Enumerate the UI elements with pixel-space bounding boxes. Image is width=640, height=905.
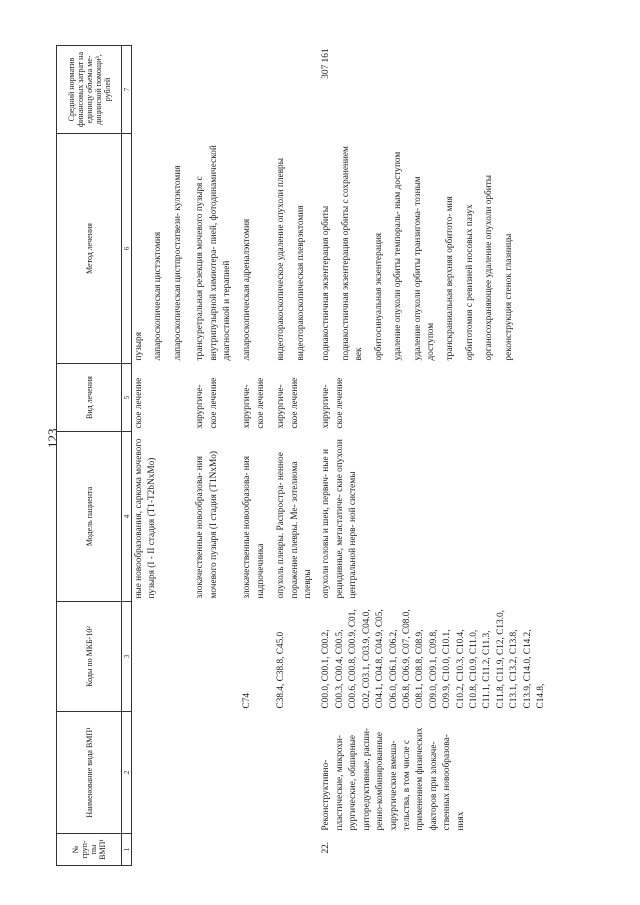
table-row bbox=[235, 46, 269, 866]
treatment-type-cell: хирургиче- ское лечение bbox=[242, 377, 266, 429]
column-number: 7 bbox=[122, 46, 132, 134]
patient-model-cell: злокачественные новообразова- ния надпочечника bbox=[242, 456, 266, 599]
column-number: 1 bbox=[122, 834, 132, 866]
patient-model-cell: ные новообразования, саркома мочевого пузыря (I - II стадия (T1-T2bNxMo) bbox=[134, 438, 158, 599]
icd-codes-cell bbox=[132, 602, 187, 712]
table-row bbox=[316, 46, 549, 866]
column-number: 4 bbox=[122, 432, 132, 602]
method-item: видеоторакоскопическая плеврэктомия bbox=[295, 205, 306, 361]
method-item: реконструкция стенок глазницы bbox=[503, 233, 514, 361]
patient-model-cell: злокачественные новообразова- ния мочевого пузыря (I стадия (T1NxMo) bbox=[195, 451, 219, 599]
treatment-method-cell bbox=[132, 134, 187, 364]
method-item: удаление опухоли орбиты темпораль- ным доступом bbox=[393, 151, 404, 361]
treatment-method-cell bbox=[316, 134, 549, 364]
method-item: поднакостничная экзентерация орбиты с сохранением век bbox=[340, 146, 365, 361]
vmp-name-cell: Реконструктивно- пластические, микрохи- рургические, обширные циторедуктивные, расши- ренно-комбинированные хирургические вмеша- тельства, в том числе с применением физических факторов при злокаче- ственных новообразова- ниях bbox=[321, 727, 466, 831]
treatment-method-cell bbox=[186, 134, 235, 364]
icd-codes-cell: C74 bbox=[242, 693, 253, 709]
table-row bbox=[186, 46, 235, 866]
method-item: орбитотомия с ревизией носовых пазух bbox=[464, 204, 475, 361]
treatment-type-cell: ское лечение bbox=[134, 377, 144, 429]
patient-model-cell: опухоли головы и шеи, первич- ные и рецидивные, метастатиче- ские опухоли центральной нерв- ной системы bbox=[321, 439, 359, 599]
method-item: лапароскопическая цистэктомия bbox=[153, 231, 164, 361]
table-row bbox=[269, 46, 316, 866]
icd-codes-cell: C38.4, C38.8, C45.0 bbox=[276, 631, 287, 709]
treatment-type-cell: хирургиче- ское лечение bbox=[276, 377, 300, 429]
patient-model-cell: опухоль плевры. Распростра- ненное поражение плевры. Ме- зотелиома плевры bbox=[276, 452, 314, 599]
column-number: 5 bbox=[122, 364, 132, 432]
header-patient-model: Модель пациента bbox=[57, 432, 122, 602]
column-number-row bbox=[122, 46, 132, 866]
method-item: органосохраняющее удаление опухоли орбиты bbox=[484, 174, 495, 361]
header-vmp-name: Наименование вида ВМП¹ bbox=[57, 712, 122, 834]
icd-codes-cell bbox=[186, 602, 235, 712]
page-number: 123 bbox=[45, 428, 60, 448]
method-item: поднакостничная экзентерация орбиты bbox=[321, 205, 332, 361]
financial-cost-cell: 307 161 bbox=[321, 48, 332, 79]
table-header-row bbox=[57, 46, 122, 866]
header-treatment-method: Метод лечения bbox=[57, 134, 122, 364]
method-item: удаление опухоли орбиты транзигома- тозным доступом bbox=[412, 176, 436, 361]
group-number-cell: 22. bbox=[321, 841, 332, 854]
header-group-number: № груп- пы ВМП¹ bbox=[57, 834, 122, 866]
vmp-table bbox=[56, 45, 549, 866]
treatment-method-cell bbox=[269, 134, 316, 364]
method-item: орбитосинуальная экзентерация bbox=[373, 232, 384, 361]
treatment-type-cell: хирургиче- ское лечение bbox=[321, 377, 345, 429]
rotated-table-page bbox=[56, 46, 612, 866]
header-financial-cost: Средний норматив финансовых затрат на единицу объема ме- дицинской помощи³, рублей bbox=[57, 46, 122, 134]
method-item: лапароскопическая цистпростатвези- кулэктомия bbox=[172, 165, 183, 361]
treatment-method-cell bbox=[235, 134, 269, 364]
column-number: 6 bbox=[122, 134, 132, 364]
icd-codes-cell: C00.0, C00.1, C00.2, C00.3, C00.4, C00.5, C00.6, C00.8, C00.9, C01, C02, C03.1, C03.9, C04.0, C04.1, C04.8, C04.9, C05, C06.0, C06.1, C06.2, C06.8, C06.9, C07, C08.0, C08.1, C08.8, C08.9, C09.0, C09.1, C09.8, C09.9, C10.0, C10.1, C10.2, C10.3, C10.4, C10.8, C10.9, C11.0, C11.1, C11.2, C11.3, C11.8, C11.9, C12, C13.0, C13.1, C13.2, C13.8, C13.9, C14.0, C14.2, C14.8, bbox=[321, 609, 546, 709]
header-icd-codes: Коды по МКБ-10² bbox=[57, 602, 122, 712]
treatment-type-cell: хирургиче- ское лечение bbox=[195, 377, 219, 429]
header-treatment-type: Вид лечения bbox=[57, 364, 122, 432]
method-item: транскраниальная верхняя орбитото- мия bbox=[445, 196, 456, 361]
column-number: 2 bbox=[122, 712, 132, 834]
method-item: лапароскопическая адреналэктомия bbox=[242, 218, 253, 361]
method-item: пузыря bbox=[134, 332, 144, 361]
method-item: трансуретральная резекция мочевого пузыря с внутрипузырной химиотера- пией, фотодинамической диагностикой и терапией bbox=[195, 145, 233, 361]
column-number: 3 bbox=[122, 602, 132, 712]
table-row bbox=[132, 46, 187, 866]
method-item: видеоторакоскопическое удаление опухоли плевры bbox=[276, 158, 287, 361]
